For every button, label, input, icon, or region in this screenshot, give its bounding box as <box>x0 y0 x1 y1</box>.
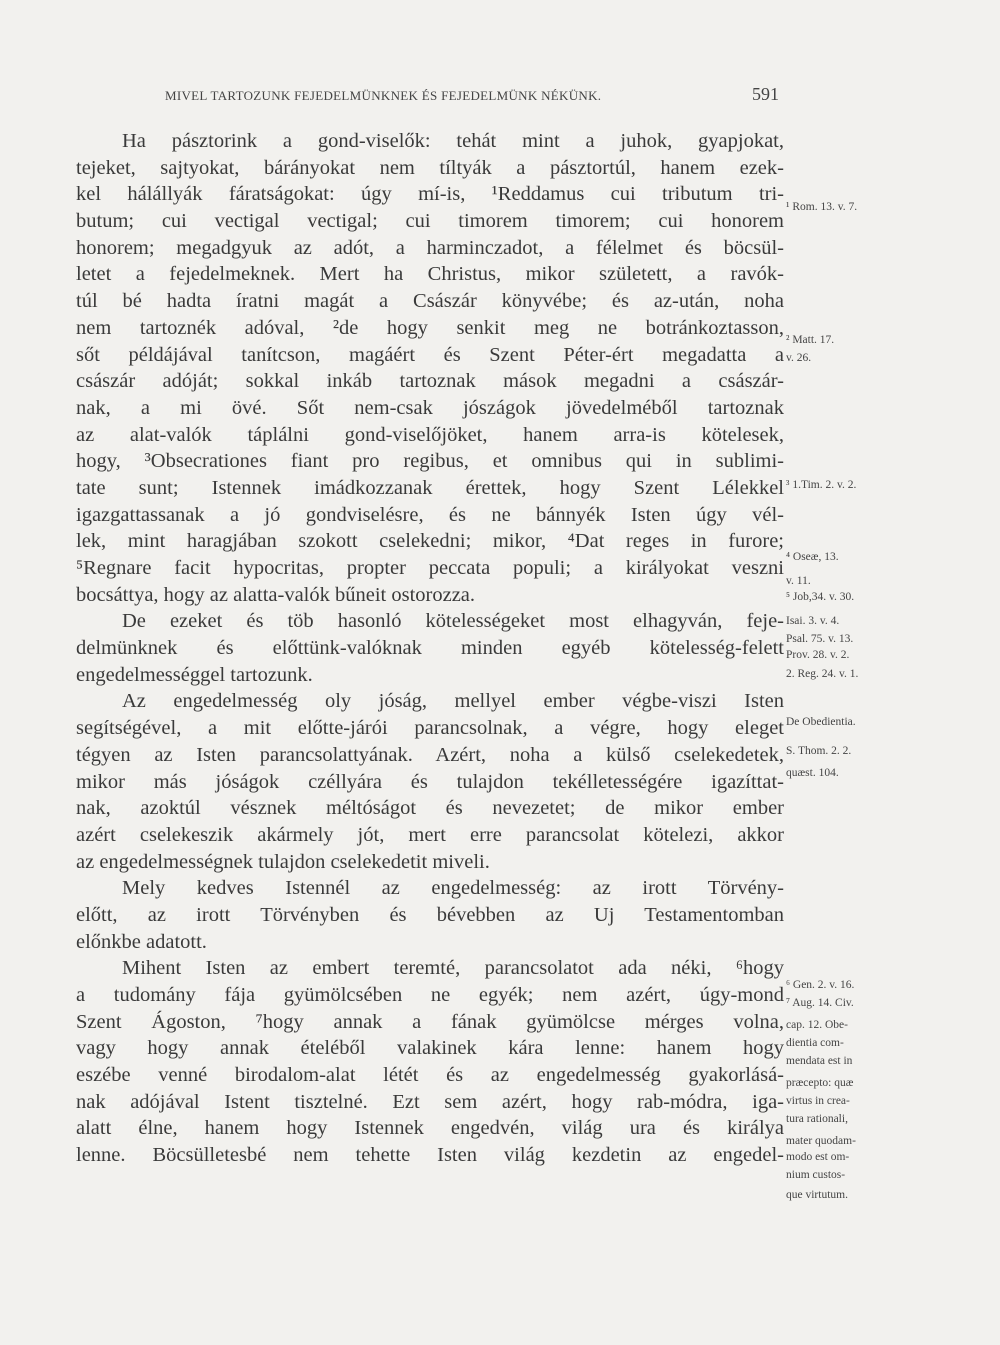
margin-note: ³ 1.Tim. 2. v. 2. <box>786 479 857 491</box>
text-line: delmünknek és előttünk-valóknak minden egyéb kötelesség-felett <box>76 637 784 660</box>
text-line: lek, mint haragjában szokott cselekedni; mikor, ⁴Dat reges in furore; <box>76 530 784 553</box>
margin-note: v. 26. <box>786 352 812 364</box>
margin-note: Prov. 28. v. 2. <box>786 649 850 661</box>
text-line: tate sunt; Istennek imádkozzanak érettek, hogy Szent Lélekkel <box>76 476 784 499</box>
text-line: sőt példájával tanítcson, magáért és Szent Péter-ért megadatta a <box>76 343 784 366</box>
text-line: császár adóját; sokkal inkáb tartoznak mások megadni a császár- <box>76 370 784 393</box>
text-line: alatt élne, hanem hogy Istennek engedvén, világ ura és királya <box>76 1117 784 1140</box>
margin-note: cap. 12. Obe- <box>786 1019 848 1031</box>
text-line: nak, a mi övé. Sőt nem-csak jószágok jövedelméből tartoznak <box>76 396 784 419</box>
margin-note: mendata est in <box>786 1055 853 1067</box>
margin-note: quæst. 104. <box>786 767 839 779</box>
text-line: nak adójával Istent tisztelné. Ezt sem azért, hogy rab-módra, iga- <box>76 1090 784 1113</box>
running-head: MIVEL TARTOZUNK FEJEDELMÜNKNEK ÉS FEJEDELMÜNK NÉKÜNK. <box>165 88 602 103</box>
margin-note: ⁴ Oseæ, 13. <box>786 551 839 563</box>
text-line: azért cselekeszik akármely jót, mert erre parancsolat kötelezi, akkor <box>76 823 784 846</box>
text-line: vagy hogy annak ételéből valakinek kára lenne: hanem hogy <box>76 1037 784 1060</box>
margin-note: 2. Reg. 24. v. 1. <box>786 668 859 680</box>
text-line: előnkbe adatott. <box>76 930 207 953</box>
margin-note: mater quodam- <box>786 1135 856 1147</box>
text-line: Mihent Isten az embert teremté, parancsolatot ada néki, ⁶hogy <box>122 957 784 980</box>
text-line: Az engedelmesség oly jóság, mellyel ember végbe-viszi Isten <box>122 690 784 713</box>
text-line: Mely kedves Istennél az engedelmesség: az irott Törvény- <box>122 877 784 900</box>
text-line: segítségével, a mit előtte-járói parancsolnak, a végre, hogy eleget <box>76 717 784 740</box>
margin-note: Psal. 75. v. 13. <box>786 633 854 645</box>
text-line: ⁵Regnare facit hypocritas, propter peccata populi; a királyokat veszni <box>76 557 784 579</box>
margin-note: que virtutum. <box>786 1189 848 1201</box>
margin-note: ⁶ Gen. 2. v. 16. <box>786 979 855 991</box>
text-line: nem tartoznék adóval, ²de hogy senkit meg ne botránkoztasson, <box>76 316 784 339</box>
margin-note: dientia com- <box>786 1037 844 1049</box>
text-line: hogy, ³Obsecrationes fiant pro regibus, et omnibus qui in sublimi- <box>76 450 784 473</box>
text-line: mikor más jóságok czéllyára és tulajdon tekélletességére igazíttat- <box>76 770 784 793</box>
margin-note: ² Matt. 17. <box>786 334 835 346</box>
margin-note: tura rationali, <box>786 1113 848 1125</box>
text-line: a tudomány fája gyümölcsében ne egyék; nem azért, úgy-mond <box>76 984 784 1006</box>
text-line: előtt, az irott Törvényben és bévebben az Uj Testamentomban <box>76 903 784 926</box>
text-line: nak, azoktúl vésznek méltóságot és nevezetet; de mikor ember <box>76 797 784 820</box>
margin-note: ¹ Rom. 13. v. 7. <box>786 201 858 213</box>
text-line: az engedelmességnek tulajdon cselekedetit miveli. <box>76 850 490 873</box>
text-line: az alat-valók táplálni gond-viselőjöket, hanem arra-is kötelesek, <box>76 423 784 446</box>
margin-note: modo est om- <box>786 1151 850 1163</box>
margin-note: v. 11. <box>786 575 811 587</box>
text-line: Ha pásztorink a gond-viselők: tehát mint a juhok, gyapjokat, <box>122 130 784 152</box>
body-text <box>76 128 784 1169</box>
text-line: letet a fejedelmeknek. Mert ha Christus, mikor született, a ravók- <box>76 263 784 286</box>
margin-note: Isai. 3. v. 4. <box>786 615 840 627</box>
text-line: Szent Ágoston, ⁷hogy annak a fának gyümölcse mérges volna, <box>76 1010 784 1033</box>
margin-note: virtus in crea- <box>786 1095 850 1107</box>
page-number: 591 <box>752 84 779 104</box>
text-line: De ezeket és töb hasonló kötelességeket most elhagyván, feje- <box>122 610 784 633</box>
margin-note: S. Thom. 2. 2. <box>786 745 852 757</box>
text-line: kel hálállyák fáratságokat: úgy mí-is, ¹Reddamus cui tributum tri- <box>76 183 784 206</box>
text-line: bocsáttya, hogy az alatta-valók bűneit ostorozza. <box>76 583 476 606</box>
text-line: tejeket, sajtyokat, bárányokat nem tíltyák a pásztortúl, hanem ezek- <box>76 156 784 179</box>
margin-note: præcepto: quæ <box>786 1077 854 1089</box>
margin-note: ⁷ Aug. 14. Civ. <box>786 997 854 1009</box>
text-line: butum; cui vectigal vectigal; cui timorem timorem; cui honorem <box>76 210 784 233</box>
text-line: honorem; megadgyuk az adót, a harminczadot, a félelmet és böcsül- <box>76 236 784 259</box>
text-line: tégyen az Isten parancsolattyának. Azért, noha a külső cselekedetek, <box>76 743 784 766</box>
text-line: túl bé hadta íratni magát a Császár könyvébe; és az-után, noha <box>76 290 784 313</box>
text-line: engedelmességgel tartozunk. <box>76 663 313 686</box>
margin-note: ⁵ Job,34. v. 30. <box>786 591 855 603</box>
margin-note: De Obedientia. <box>786 716 856 728</box>
text-line: lenne. Böcsülletesbé nem tehette Isten világ kezdetin az engedel- <box>76 1144 784 1167</box>
text-line: igazgattassanak a jó gondviselésre, és ne bánnyék Isten úgy vél- <box>76 503 784 526</box>
margin-note: nium custos- <box>786 1169 846 1181</box>
text-line: eszébe venné birodalom-alat létét és az engedelmesség gyakorlásá- <box>76 1064 784 1087</box>
